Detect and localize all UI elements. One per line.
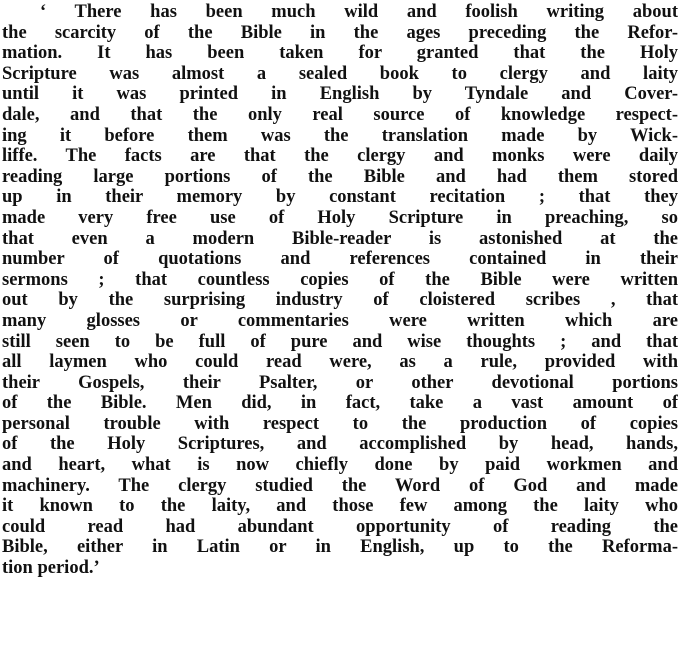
- text-line: ‘ There has been much wild and foolish writing about: [40, 2, 678, 22]
- text-line: out by the surprising industry of cloistered scribes , that: [2, 290, 678, 311]
- text-line: the scarcity of the Bible in the ages preceding the Refor-: [2, 22, 678, 43]
- text-line: it known to the laity, and those few among the laity who: [2, 496, 678, 517]
- text-line: made very free use of Holy Scripture in preaching, so: [2, 207, 678, 228]
- text-line: personal trouble with respect to the production of copies: [2, 413, 678, 434]
- text-line: machinery. The clergy studied the Word of God and made: [2, 475, 678, 496]
- text-line: Bible, either in Latin or in English, up to the Reforma-: [2, 537, 678, 558]
- text-line: up in their memory by constant recitation ; that they: [2, 187, 678, 208]
- text-line: still seen to be full of pure and wise thoughts ; and that: [2, 331, 678, 352]
- text-line: of the Bible. Men did, in fact, take a vast amount of: [2, 393, 678, 414]
- text-line: sermons ; that countless copies of the Bible were written: [2, 269, 678, 290]
- text-line: number of quotations and references contained in their: [2, 249, 678, 270]
- text-line: and heart, what is now chiefly done by paid workmen and: [2, 455, 678, 476]
- text-line: many glosses or commentaries were written which are: [2, 310, 678, 331]
- text-line: liffe. The facts are that the clergy and monks were daily: [2, 146, 678, 167]
- text-line: reading large portions of the Bible and had them stored: [2, 166, 678, 187]
- text-line: their Gospels, their Psalter, or other devotional portions: [2, 372, 678, 393]
- text-line: of the Holy Scriptures, and accomplished by head, hands,: [2, 434, 678, 455]
- text-line: could read had abundant opportunity of reading the: [2, 516, 678, 537]
- text-line: tion period.’: [2, 558, 100, 579]
- text-line: dale, and that the only real source of knowledge respect-: [2, 104, 678, 125]
- text-line: that even a modern Bible-reader is astonished at the: [2, 228, 678, 249]
- text-line: ing it before them was the translation made by Wick-: [2, 125, 678, 146]
- text-line: Scripture was almost a sealed book to clergy and laity: [2, 63, 678, 84]
- text-line: all laymen who could read were, as a rule, provided with: [2, 352, 678, 373]
- text-line: until it was printed in English by Tyndale and Cover-: [2, 84, 678, 105]
- article-paragraph: [2, 2, 678, 579]
- text-line: mation. It has been taken for granted that the Holy: [2, 43, 678, 64]
